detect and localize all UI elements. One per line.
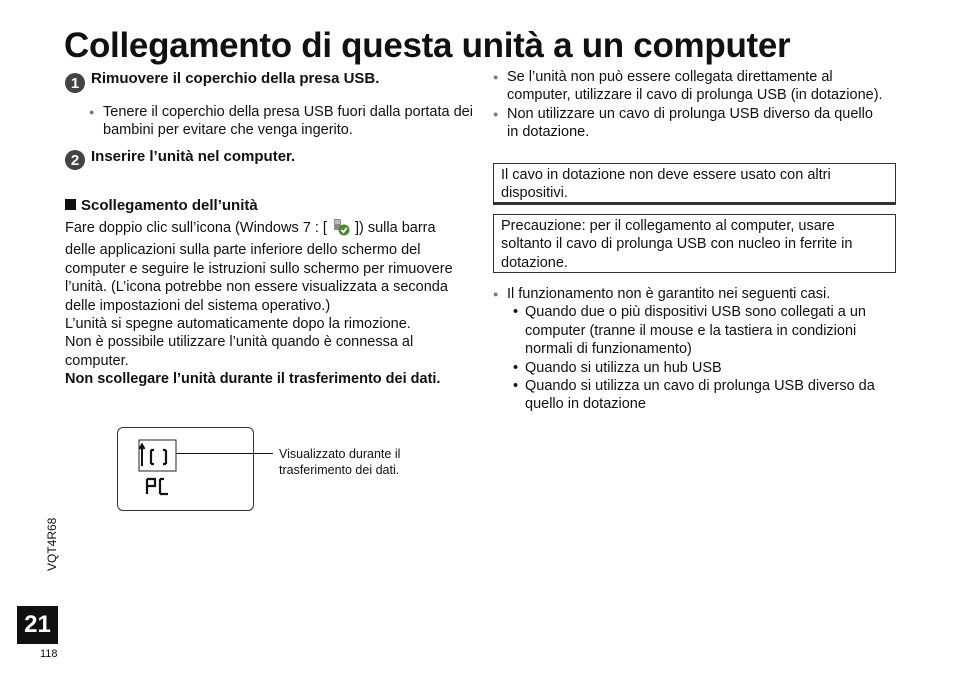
lcd-segment-icon — [118, 428, 253, 510]
document-code: VQT4R68 — [45, 517, 59, 571]
notice-box-cable: Il cavo in dotazione non deve essere usato con altri dispositivi. — [493, 163, 896, 203]
bullet-extension-cable: ● Se l’unità non può essere collegata direttamente al computer, utilizzare il cavo di prolunga USB (in dotazione). — [493, 68, 888, 105]
guarantee-intro: ● Il funzionamento non è garantito nei seguenti casi. — [493, 285, 893, 303]
display-callout: Visualizzato durante il trasferimento dei dati. — [279, 447, 401, 477]
paragraph-1-start: Fare doppio clic sull’icona (Windows 7 : [ — [65, 220, 331, 236]
page-title: Collegamento di questa unità a un computer — [64, 26, 791, 65]
safely-remove-usb-icon — [331, 218, 351, 241]
step-2-number: 2 — [65, 150, 85, 170]
section-heading-text: Scollegamento dell’unità — [81, 197, 258, 214]
bullet-no-other-cable: ● Non utilizzare un cavo di prolunga USB diverso da quello in dotazione. — [493, 105, 888, 142]
guarantee-item: • Quando si utilizza un hub USB — [493, 359, 893, 377]
paragraph-1-end: ]) sulla barra delle applicazioni sulla parte inferiore dello schermo del computer e seguire le istruzioni sullo schermo per rimuovere l’unità. (L’icona potrebbe non essere visualizzata a seconda delle impostazioni del sistema operativo.) — [65, 220, 453, 314]
display-illustration — [117, 427, 254, 511]
guarantee-section — [493, 285, 893, 414]
right-bullets — [493, 68, 888, 142]
step-1-number: 1 — [65, 73, 85, 93]
step-1-bullet: ● Tenere il coperchio della presa USB fuori dalla portata dei bambini per evitare che venga ingerito. — [89, 103, 474, 140]
section-heading — [65, 197, 258, 214]
section-paragraph-2: L’unità si spegne automaticamente dopo la rimozione. — [65, 316, 411, 333]
guarantee-item: • Quando si utilizza un cavo di prolunga USB diverso da quello in dotazione — [493, 377, 893, 414]
page-number-small: 118 — [40, 648, 58, 660]
step-2-title: Inserire l’unità nel computer. — [91, 148, 296, 165]
section-warning: Non scollegare l’unità durante il trasferimento dei dati. — [65, 371, 441, 388]
section-paragraph-3: Non è possibile utilizzare l’unità quando è connessa al computer. — [65, 334, 414, 369]
step-1-note — [89, 103, 474, 140]
square-bullet-icon — [65, 199, 76, 210]
callout-line — [176, 453, 273, 454]
guarantee-item: • Quando due o più dispositivi USB sono collegati a un computer (tranne il mouse e la tastiera in condizioni normali di funzionamento) — [493, 303, 893, 358]
section-paragraph-1 — [65, 218, 455, 315]
notice-box-precaution: Precauzione: per il collegamento al computer, usare soltanto il cavo di prolunga USB con nucleo in ferrite in dotazione. — [493, 214, 896, 273]
page-number: 21 — [17, 606, 58, 644]
step-1-title: Rimuovere il coperchio della presa USB. — [91, 70, 380, 87]
section-body — [65, 218, 455, 389]
